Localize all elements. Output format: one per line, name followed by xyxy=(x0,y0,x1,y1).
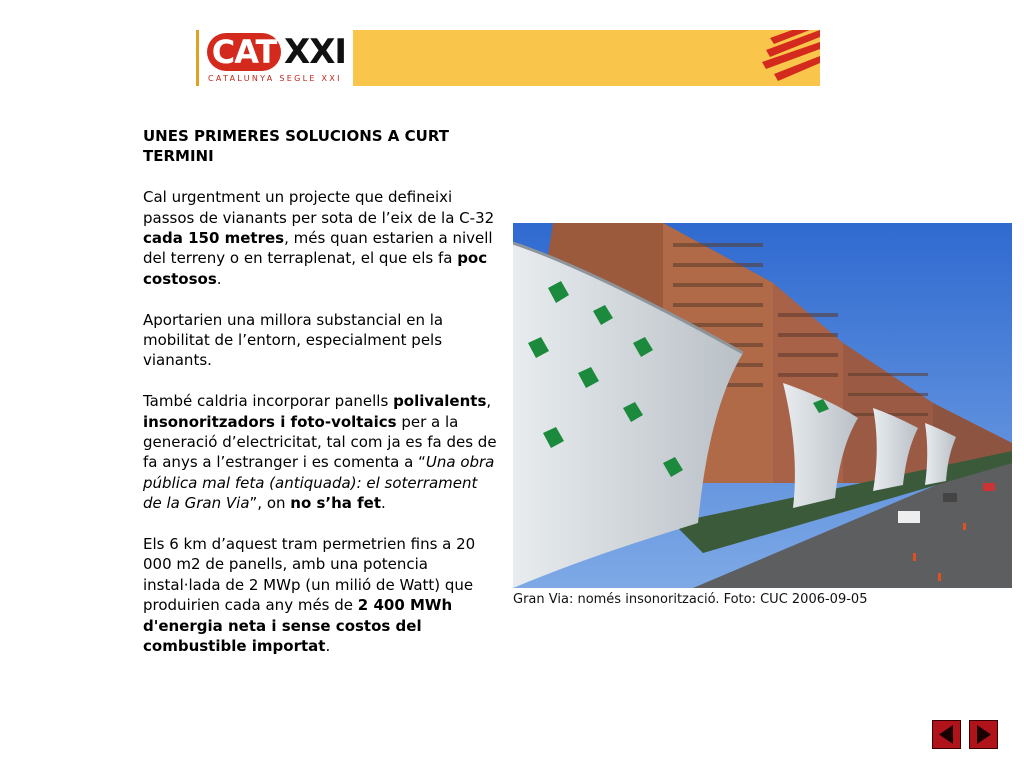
bold-span: poc costosos xyxy=(143,249,488,288)
triangle-right-icon xyxy=(970,721,997,748)
text-span: , més quan estarien a nivell del terreny o en terraplenat, el que els fa xyxy=(143,229,493,268)
text-span: , xyxy=(486,392,492,411)
catalan-flag-icon xyxy=(760,30,820,86)
text-span: per a la generació d’electricitat, tal com ja es fa des de fa anys a l’estranger i es comenta a “ xyxy=(143,412,497,472)
bold-span: cada 150 metres xyxy=(143,229,285,248)
next-slide-button[interactable] xyxy=(969,720,998,749)
text-span: . xyxy=(381,494,386,513)
catxxi-logo xyxy=(196,30,353,86)
bold-span: insonoritzadors i foto-voltaics xyxy=(143,412,397,431)
paragraph-panels xyxy=(143,391,499,513)
italic-span: Una obra pública mal feta (antiquada): el soterrament de la Gran Via xyxy=(143,453,495,513)
gran-via-photo xyxy=(513,223,1012,588)
text-span: . xyxy=(325,637,331,656)
paragraph-energy xyxy=(143,534,499,656)
logo-cat-text: CAT xyxy=(207,33,281,71)
previous-slide-button[interactable] xyxy=(932,720,961,749)
paragraph-mobility: Aportarien una millora substancial en la mobilitat de l’entorn, especialment pels vianants. xyxy=(143,310,444,370)
text-span: Els 6 km d’aquest tram permetrien fins a 20 000 m2 de panells, amb una potencia instal·lada de 2 MWp (un milió de Watt) que produirien cada any més de xyxy=(143,535,476,615)
bold-span: polivalents xyxy=(393,392,487,411)
logo-tagline: CATALUNYA SEGLE XXI xyxy=(208,74,342,83)
main-text xyxy=(143,126,499,677)
text-span: ”, on xyxy=(249,494,291,513)
header-banner xyxy=(196,30,820,86)
paragraph-crossings xyxy=(143,187,499,289)
section-heading: UNES PRIMERES SOLUCIONS A CURT TERMINI xyxy=(143,127,449,166)
logo-xxi-text: XXI xyxy=(284,32,347,72)
bold-span: no s’ha fet xyxy=(290,494,382,513)
bold-span: 2 400 MWh d'energia neta i sense costos del combustible importat xyxy=(143,596,453,656)
text-span: . xyxy=(216,269,222,288)
text-span: També caldria incorporar panells xyxy=(143,392,394,411)
text-span: Cal urgentment un projecte que defineixi passos de vianants per sota de l’eix de la C-32 xyxy=(143,188,495,227)
photo-caption: Gran Via: només insonorització. Foto: CUC 2006-09-05 xyxy=(513,592,868,607)
triangle-left-icon xyxy=(933,721,960,748)
